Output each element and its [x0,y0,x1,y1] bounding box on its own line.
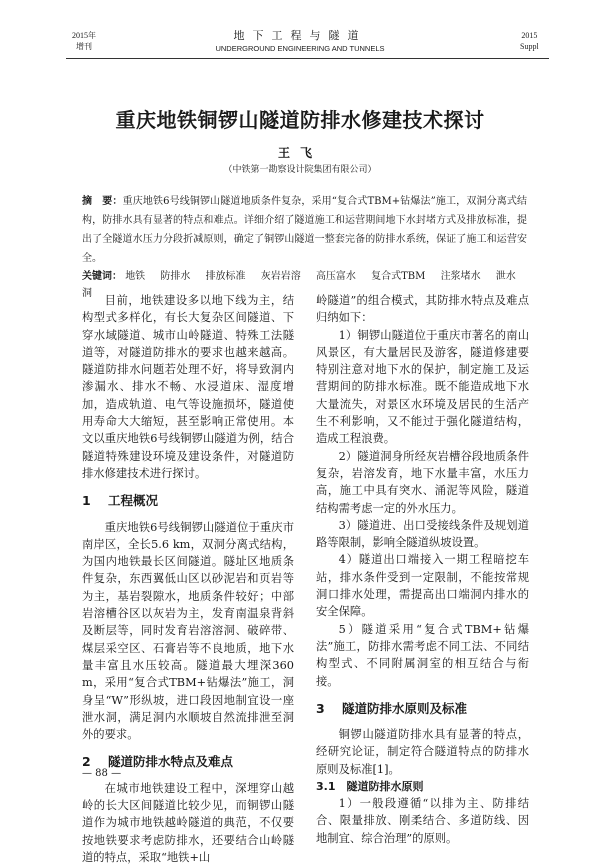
header-year: 2015年 [72,31,96,40]
intro-paragraph: 目前，地铁建设多以地下线为主，结构型式多样化，有长大复杂区间隧道、下穿水域隧道、城市山岭隧道、特殊工法隧道等，对隧道防排水的要求也越来越高。隧道防排水问题若处理不好，将导致洞内渗漏水、排水不畅、水浸道床、湿度增加，造成轨道、电气等设施损坏，隧道使用寿命大大缩短，甚至影响正常使用。本文以重庆地铁6号线铜锣山隧道为例，结合隧道特殊建设环境及建设条件，对隧道防排水修建技术进行探讨。 [82,294,294,480]
section-1-paragraph: 重庆地铁6号线铜锣山隧道位于重庆市南岸区，全长5.6 km，双洞分离式结构，为国内地铁最长区间隧道。隧址区地质条件复杂，东西翼低山区以砂泥岩和页岩等为主，基岩裂隙水，地质条件较好；中部岩溶槽谷区以灰岩为主，发育南温泉背斜及断层等，同时发育岩溶溶洞、破碎带、煤层采空区、石膏岩等不良地质，地下水量丰富且水压较高。隧道最大埋深360 m，采用“复合式TBM+钻爆法”施工，洞身呈“W”形纵坡，进口段因地制宜设一座泄水洞，满足洞内水顺坡自然流排泄至洞外的要求。 [82,520,294,742]
list-item: 4）隧道出口端接入一期工程暗挖车站，排水条件受到一定限制，不能按常规洞口排水处理，需提高出口端洞内排水的安全保障。 [316,553,529,619]
header-year-suppl [520,30,539,52]
section-number: 3 [316,700,325,716]
keyword: 注浆堵水 [440,271,481,282]
subsection-3-1-paragraph: 1）一般段遵循“以排为主、防排结合、限量排放、刚柔结合、多道防线、因地制宜、综合治理”的原则。 [316,797,529,845]
list-item: 2）隧道洞身所经灰岩槽谷段地质条件复杂，岩溶发育，地下水量丰富，水压力高，施工中具有突水、涌泥等风险，隧道结构需考虑一定的外水压力。 [316,449,529,515]
keyword: 灰岩岩溶 [260,271,301,282]
keyword: 复合式TBM [371,271,426,282]
paper-title: 重庆地铁铜锣山隧道防排水修建技术探讨 [115,108,485,132]
list-item: 5）隧道采用“复合式TBM+钻爆法”施工，防排水需考虑不同工法、不同结构型式、不同附属洞室的相互结合与衔接。 [316,622,529,688]
journal-name-cn: 地下工程与隧道 [233,29,367,42]
keyword: 地铁 [125,271,146,282]
author: 王飞 [277,146,322,160]
journal-header [200,28,400,54]
header-year-issue [72,30,96,52]
keyword: 高压富水 [315,271,356,282]
list-item: 1）铜锣山隧道位于重庆市著名的南山风景区，有大量居民及游客，隧道修建要特别注意对地下水的保护，制定施工及运营期间的防排水标准。既不能造成地下水大量流失，对景区水环境及居民的生活产生不利影响，又不能过于强化隧道结构，造成工程浪费。 [316,328,529,446]
section-title: 工程概况 [108,493,159,509]
section-title: 隧道防排水原则及标准 [342,700,468,716]
list-item: 3）隧道进、出口受接线条件及规划道路等限制，影响全隧道纵坡设置。 [316,518,529,550]
abstract-label: 摘 要： [82,196,123,207]
body-column-right [316,292,529,847]
affiliation: （中铁第一勘察设计院集团有限公司） [223,165,377,175]
abstract [82,192,527,268]
header-issue: 增刊 [76,42,92,51]
section-3-heading [316,700,529,717]
section-3-paragraph: 铜锣山隧道防排水具有显著的特点，经研究论证，制定符合隧道特点的防排水原则及标准[1]。 [316,728,529,776]
header-suppl: Suppl [520,42,539,51]
section-title: 隧道防排水特点及难点 [108,754,234,770]
subsection-3-1-heading: 3.1 隧道防排水原则 [316,780,424,794]
section-2-paragraph: 在城市地铁建设工程中，深埋穿山越岭的长大区间隧道比较少见，而铜锣山隧道作为城市地铁越岭隧道的典范，不仅要按地铁要求考虑防排水，还要结合山岭隧道的特点，采取“地铁+山 [82,781,294,864]
body-column-left [82,292,294,866]
abstract-text: 重庆地铁6号线铜锣山隧道地质条件复杂，采用“复合式TBM+钻爆法”施工，双洞分离式结构，防排水具有显著的特点和难点。详细介绍了隧道施工和运营期间地下水封堵方式及排放标准，提出了全隧道水压力分段折减原则，确定了铜锣山隧道一整套完备的防排水系统，保证了施工和运营安全。 [82,196,528,264]
header-year-right: 2015 [521,31,538,40]
keyword: 泄水洞 [82,271,516,299]
section-number: 1 [82,493,91,509]
keyword: 防排水 [160,271,191,282]
keyword: 排放标准 [205,271,246,282]
journal-name-en: UNDERGROUND ENGINEERING AND TUNNELS [215,44,385,53]
section-number: 2 [82,754,91,770]
section-1-heading [82,492,294,509]
page-number: — 88 — [82,768,122,779]
keywords-label: 关键词： [82,271,122,282]
section-2-paragraph-continued: 岭隧道”的组合模式，其防排水特点及难点归纳如下： [316,294,529,325]
header-rule [66,58,549,59]
